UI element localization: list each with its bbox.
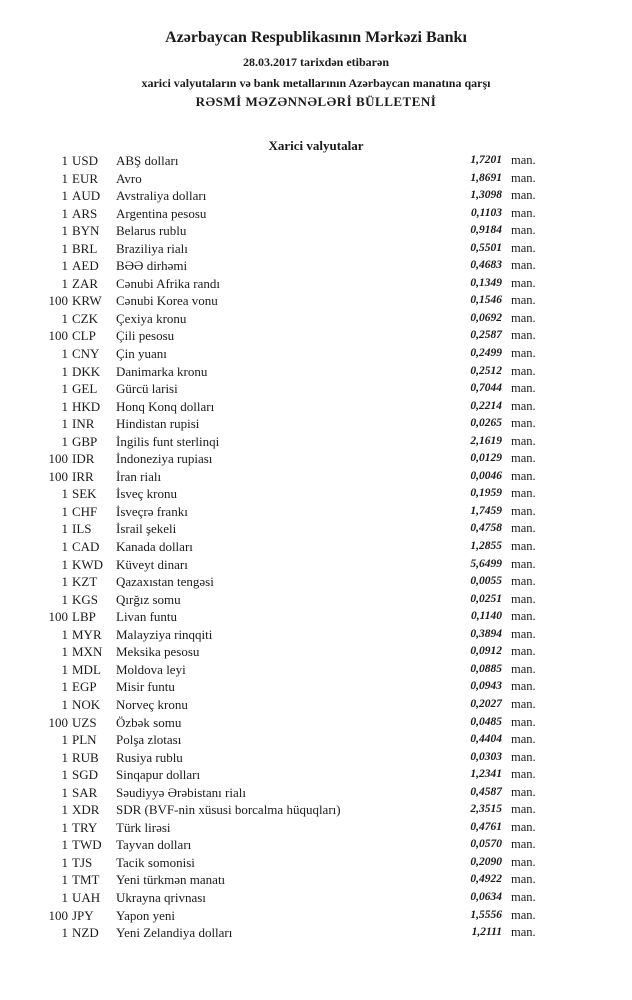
units-cell: 100: [48, 328, 68, 344]
rate-row: [0, 450, 632, 468]
currency-code-cell: ARS: [72, 205, 98, 221]
units-cell: 1: [61, 661, 68, 677]
rate-unit-cell: man.: [511, 398, 536, 413]
currency-code-cell: UAH: [72, 889, 101, 905]
rate-row: [0, 608, 632, 626]
rate-value-cell: 0,1349: [470, 276, 502, 289]
rate-value-cell: 0,1103: [471, 206, 502, 219]
rate-row: [0, 275, 632, 293]
rate-value-cell: 0,0265: [470, 417, 502, 430]
rate-value-cell: 2,1619: [470, 434, 502, 447]
units-cell: 1: [61, 556, 68, 572]
rate-row: [0, 731, 632, 749]
currency-name-cell: Avro: [116, 170, 142, 186]
currency-name-cell: Qazaxıstan tengəsi: [116, 574, 214, 590]
currency-name-cell: Cənubi Korea vonu: [116, 293, 218, 309]
rate-row: [0, 924, 632, 942]
currency-code-cell: HKD: [72, 398, 101, 414]
rate-value-cell: 0,0692: [470, 311, 502, 324]
units-cell: 1: [61, 837, 68, 853]
rate-value-cell: 0,0634: [470, 890, 502, 903]
rate-row: [0, 749, 632, 767]
rate-value-cell: 0,1959: [470, 487, 502, 500]
currency-code-cell: CNY: [72, 346, 100, 362]
currency-code-cell: TMT: [72, 872, 100, 888]
rate-row: [0, 380, 632, 398]
rate-row: [0, 345, 632, 363]
currency-name-cell: İsveç kronu: [116, 486, 178, 502]
currency-name-cell: Cənubi Afrika randı: [116, 275, 220, 291]
units-cell: 1: [61, 205, 68, 221]
rate-value-cell: 0,0485: [470, 715, 502, 728]
rate-row: [0, 643, 632, 661]
rate-unit-cell: man.: [511, 732, 536, 747]
rate-value-cell: 0,2512: [470, 364, 502, 377]
rate-unit-cell: man.: [511, 679, 536, 694]
units-cell: 100: [48, 609, 68, 625]
currency-code-cell: PLN: [72, 732, 97, 748]
currency-name-cell: Kanada dolları: [116, 539, 193, 555]
rate-unit-cell: man.: [511, 784, 536, 799]
rate-row: [0, 784, 632, 802]
rate-unit-cell: man.: [511, 626, 536, 641]
rate-unit-cell: man.: [511, 486, 536, 501]
units-cell: 1: [61, 521, 68, 537]
rate-value-cell: 1,8691: [470, 171, 502, 184]
currency-code-cell: BYN: [72, 223, 100, 239]
currency-code-cell: AUD: [72, 188, 101, 204]
rate-row: [0, 538, 632, 556]
rate-value-cell: 1,2855: [470, 540, 502, 553]
rate-row: [0, 292, 632, 310]
rate-unit-cell: man.: [511, 468, 536, 483]
units-cell: 1: [61, 258, 68, 274]
rate-row: [0, 766, 632, 784]
rate-unit-cell: man.: [511, 714, 536, 729]
rate-row: [0, 170, 632, 188]
rate-value-cell: 0,0885: [470, 662, 502, 675]
currency-name-cell: Ukrayna qrivnası: [116, 889, 206, 905]
units-cell: 1: [61, 767, 68, 783]
currency-name-cell: İndoneziya rupiası: [116, 451, 213, 467]
rate-row: [0, 468, 632, 486]
rate-row: [0, 714, 632, 732]
units-cell: 1: [61, 889, 68, 905]
currency-name-cell: Çin yuanı: [116, 346, 167, 362]
rate-unit-cell: man.: [511, 346, 536, 361]
rate-unit-cell: man.: [511, 170, 536, 185]
rate-unit-cell: man.: [511, 153, 536, 167]
currency-code-cell: NOK: [72, 696, 101, 712]
rate-value-cell: 0,0046: [470, 469, 502, 482]
currency-name-cell: Yeni Zelandiya dolları: [116, 925, 233, 941]
rate-value-cell: 0,7044: [470, 382, 502, 395]
units-cell: 1: [61, 679, 68, 695]
currency-code-cell: XDR: [72, 802, 100, 818]
currency-name-cell: Özbək somu: [116, 714, 182, 730]
rate-row: [0, 871, 632, 889]
currency-code-cell: MXN: [72, 644, 103, 660]
currency-name-cell: İran rialı: [116, 468, 162, 484]
rate-value-cell: 0,0912: [470, 645, 502, 658]
rate-row: [0, 187, 632, 205]
rate-unit-cell: man.: [511, 433, 536, 448]
rate-value-cell: 0,0570: [470, 838, 502, 851]
currency-code-cell: RUB: [72, 749, 99, 765]
currency-name-cell: Malayziya rinqqiti: [116, 626, 213, 642]
units-cell: 1: [61, 574, 68, 590]
rate-value-cell: 0,2587: [470, 329, 502, 342]
rate-row: [0, 626, 632, 644]
rate-value-cell: 1,3098: [470, 189, 502, 202]
currency-code-cell: UZS: [72, 714, 97, 730]
currency-code-cell: TJS: [72, 854, 93, 870]
units-cell: 100: [48, 907, 68, 923]
rate-unit-cell: man.: [511, 609, 536, 624]
rate-value-cell: 0,0251: [470, 592, 502, 605]
rate-row: [0, 854, 632, 872]
rate-row: [0, 678, 632, 696]
rate-row: [0, 415, 632, 433]
currency-name-cell: Qırğız somu: [116, 591, 181, 607]
rate-value-cell: 5,6499: [470, 557, 502, 570]
rate-unit-cell: man.: [511, 451, 536, 466]
units-cell: 1: [61, 433, 68, 449]
rate-value-cell: 1,7201: [470, 154, 502, 166]
currency-name-cell: BƏƏ dirhəmi: [116, 258, 188, 274]
currency-code-cell: KRW: [72, 293, 102, 309]
currency-name-cell: SDR (BVF-nin xüsusi borcalma hüquqları): [116, 802, 341, 818]
rate-row: [0, 363, 632, 381]
currency-name-cell: Sinqapur dolları: [116, 767, 201, 783]
units-cell: 1: [61, 310, 68, 326]
rate-value-cell: 0,2214: [470, 399, 502, 412]
currency-name-cell: İngilis funt sterlinqi: [116, 433, 220, 449]
rate-unit-cell: man.: [511, 889, 536, 904]
rate-value-cell: 0,4683: [470, 259, 502, 272]
effective-date: 28.03.2017 tarixdən etibarən: [243, 55, 389, 69]
rate-unit-cell: man.: [511, 556, 536, 571]
units-cell: 1: [61, 346, 68, 362]
units-cell: 100: [48, 468, 68, 484]
units-cell: 1: [61, 153, 68, 168]
rate-unit-cell: man.: [511, 749, 536, 764]
units-cell: 1: [61, 732, 68, 748]
rate-row: [0, 889, 632, 907]
currency-code-cell: KGS: [72, 591, 99, 607]
currency-name-cell: Rusiya rublu: [116, 749, 183, 765]
currency-name-cell: Moldova leyi: [116, 661, 186, 677]
units-cell: 1: [61, 503, 68, 519]
currency-code-cell: GEL: [72, 381, 98, 397]
currency-code-cell: DKK: [72, 363, 101, 379]
rate-unit-cell: man.: [511, 258, 536, 273]
units-cell: 1: [61, 416, 68, 432]
rate-unit-cell: man.: [511, 925, 536, 940]
rate-row: [0, 907, 632, 925]
rate-unit-cell: man.: [511, 275, 536, 290]
currency-name-cell: Danimarka kronu: [116, 363, 208, 379]
rate-value-cell: 0,9184: [470, 224, 502, 237]
rate-value-cell: 0,2027: [470, 697, 502, 710]
units-cell: 1: [61, 784, 68, 800]
rate-value-cell: 0,2499: [470, 347, 502, 360]
currency-code-cell: CLP: [72, 328, 96, 344]
rate-row: [0, 257, 632, 275]
rate-row: [0, 205, 632, 223]
rate-row: [0, 556, 632, 574]
rate-value-cell: 0,0055: [470, 575, 502, 588]
units-cell: 1: [61, 854, 68, 870]
currency-code-cell: KZT: [72, 574, 98, 590]
currency-name-cell: Polşa zlotası: [116, 732, 182, 748]
currency-name-cell: Livan funtu: [116, 609, 178, 625]
units-cell: 1: [61, 223, 68, 239]
rate-unit-cell: man.: [511, 819, 536, 834]
rate-value-cell: 1,2111: [471, 926, 502, 939]
rate-value-cell: 0,0129: [470, 452, 502, 465]
rate-unit-cell: man.: [511, 767, 536, 782]
units-cell: 1: [61, 749, 68, 765]
currency-name-cell: Misir funtu: [116, 679, 175, 695]
currency-name-cell: Küveyt dinarı: [116, 556, 188, 572]
rate-row: [0, 696, 632, 714]
units-cell: 1: [61, 696, 68, 712]
currency-code-cell: SAR: [72, 784, 98, 800]
rate-row: [0, 310, 632, 328]
bank-title: Azərbaycan Respublikasının Mərkəzi Bankı: [165, 29, 467, 46]
rate-unit-cell: man.: [511, 644, 536, 659]
currency-code-cell: JPY: [72, 907, 94, 923]
rate-row: [0, 398, 632, 416]
currency-code-cell: LBP: [72, 609, 96, 625]
units-cell: 1: [61, 802, 68, 818]
rate-unit-cell: man.: [511, 363, 536, 378]
currency-code-cell: CZK: [72, 310, 98, 326]
rate-row: [0, 573, 632, 591]
rate-value-cell: 0,2090: [470, 855, 502, 868]
rate-unit-cell: man.: [511, 328, 536, 343]
rate-row: [0, 836, 632, 854]
currency-code-cell: NZD: [72, 925, 99, 941]
currency-code-cell: IDR: [72, 451, 95, 467]
units-cell: 1: [61, 591, 68, 607]
units-cell: 1: [61, 398, 68, 414]
rate-value-cell: 2,3515: [470, 803, 502, 816]
currency-name-cell: Tacik somonisi: [116, 854, 195, 870]
currency-code-cell: ILS: [72, 521, 92, 537]
units-cell: 1: [61, 644, 68, 660]
currency-code-cell: CHF: [72, 503, 98, 519]
rate-unit-cell: man.: [511, 188, 536, 203]
rate-unit-cell: man.: [511, 416, 536, 431]
rate-unit-cell: man.: [511, 837, 536, 852]
rate-value-cell: 0,4587: [470, 785, 502, 798]
units-cell: 1: [61, 486, 68, 502]
currency-code-cell: BRL: [72, 240, 98, 256]
currency-name-cell: Tayvan dolları: [116, 837, 192, 853]
rate-row: [0, 222, 632, 240]
currency-name-cell: Çexiya kronu: [116, 310, 187, 326]
currency-code-cell: AED: [72, 258, 99, 274]
rate-value-cell: 0,4404: [470, 733, 502, 746]
currency-name-cell: Gürcü larisi: [116, 381, 178, 397]
rate-value-cell: 1,2341: [470, 768, 502, 781]
currency-code-cell: TRY: [72, 819, 98, 835]
rate-value-cell: 0,0303: [470, 750, 502, 763]
units-cell: 1: [61, 819, 68, 835]
currency-code-cell: USD: [72, 153, 99, 168]
units-cell: 1: [61, 626, 68, 642]
currency-name-cell: Belarus rublu: [116, 223, 187, 239]
rate-row: [0, 520, 632, 538]
currency-name-cell: Yapon yeni: [116, 907, 175, 923]
rate-row: [0, 327, 632, 345]
rate-unit-cell: man.: [511, 854, 536, 869]
rate-value-cell: 0,3894: [470, 627, 502, 640]
units-cell: 100: [48, 714, 68, 730]
rate-unit-cell: man.: [511, 503, 536, 518]
rate-unit-cell: man.: [511, 802, 536, 817]
rate-unit-cell: man.: [511, 872, 536, 887]
rate-unit-cell: man.: [511, 293, 536, 308]
rate-value-cell: 0,4758: [470, 522, 502, 535]
currency-name-cell: Braziliya rialı: [116, 240, 188, 256]
currency-name-cell: Çili pesosu: [116, 328, 175, 344]
rate-unit-cell: man.: [511, 661, 536, 676]
units-cell: 100: [48, 293, 68, 309]
currency-code-cell: MYR: [72, 626, 102, 642]
currency-code-cell: MDL: [72, 661, 101, 677]
units-cell: 100: [48, 451, 68, 467]
rate-unit-cell: man.: [511, 696, 536, 711]
rate-unit-cell: man.: [511, 539, 536, 554]
rate-unit-cell: man.: [511, 223, 536, 238]
units-cell: 1: [61, 275, 68, 291]
rate-row: [0, 485, 632, 503]
rates-table: [0, 152, 632, 942]
currency-code-cell: SGD: [72, 767, 99, 783]
rate-row: [0, 801, 632, 819]
currency-code-cell: CAD: [72, 539, 100, 555]
rate-value-cell: 1,7459: [470, 504, 502, 517]
currency-name-cell: İsveçrə frankı: [116, 503, 188, 519]
rate-value-cell: 0,5501: [470, 241, 502, 254]
currency-name-cell: Səudiyyə Ərəbistanı rialı: [116, 784, 246, 800]
units-cell: 1: [61, 240, 68, 256]
currency-code-cell: KWD: [72, 556, 104, 572]
bulletin-title: RƏSMİ MƏZƏNNƏLƏRİ BÜLLETENİ: [195, 94, 437, 109]
rate-row: [0, 591, 632, 609]
currency-code-cell: TWD: [72, 837, 102, 853]
currency-code-cell: EUR: [72, 170, 98, 186]
rate-unit-cell: man.: [511, 240, 536, 255]
rate-unit-cell: man.: [511, 381, 536, 396]
rate-unit-cell: man.: [511, 591, 536, 606]
rate-row: [0, 240, 632, 258]
units-cell: 1: [61, 872, 68, 888]
rate-value-cell: 0,1546: [470, 294, 502, 307]
rate-row: [0, 152, 632, 170]
rate-row: [0, 433, 632, 451]
rate-unit-cell: man.: [511, 310, 536, 325]
currency-name-cell: İsrail şekeli: [116, 521, 177, 537]
rate-row: [0, 661, 632, 679]
rate-value-cell: 0,0943: [470, 680, 502, 693]
document-header: [0, 28, 632, 111]
currency-code-cell: ZAR: [72, 275, 98, 291]
rate-value-cell: 1,5556: [470, 908, 502, 921]
currency-name-cell: ABŞ dolları: [116, 153, 179, 168]
units-cell: 1: [61, 188, 68, 204]
rate-unit-cell: man.: [511, 907, 536, 922]
currency-name-cell: Hindistan rupisi: [116, 416, 200, 432]
rate-value-cell: 0,4761: [470, 820, 502, 833]
currency-name-cell: Türk lirəsi: [116, 819, 171, 835]
currency-name-cell: Meksika pesosu: [116, 644, 200, 660]
units-cell: 1: [61, 363, 68, 379]
rate-unit-cell: man.: [511, 521, 536, 536]
currency-name-cell: Yeni türkmən manatı: [116, 872, 226, 888]
units-cell: 1: [61, 539, 68, 555]
currency-code-cell: INR: [72, 416, 95, 432]
units-cell: 1: [61, 925, 68, 941]
currency-code-cell: IRR: [72, 468, 94, 484]
currency-name-cell: Avstraliya dolları: [116, 188, 207, 204]
rate-row: [0, 819, 632, 837]
units-cell: 1: [61, 170, 68, 186]
currency-name-cell: Argentina pesosu: [116, 205, 207, 221]
section-title: Xarici valyutalar: [268, 138, 364, 153]
currency-name-cell: Honq Konq dolları: [116, 398, 215, 414]
rate-value-cell: 0,1140: [471, 610, 502, 623]
rate-value-cell: 0,4922: [470, 873, 502, 886]
rate-row: [0, 503, 632, 521]
rate-unit-cell: man.: [511, 574, 536, 589]
bulletin-description: xarici valyutaların və bank metallarının Azərbaycan manatına qarşı: [141, 76, 491, 90]
rate-unit-cell: man.: [511, 205, 536, 220]
currency-name-cell: Norveç kronu: [116, 696, 188, 712]
units-cell: 1: [61, 381, 68, 397]
currency-code-cell: EGP: [72, 679, 97, 695]
currency-code-cell: SEK: [72, 486, 97, 502]
currency-code-cell: GBP: [72, 433, 98, 449]
